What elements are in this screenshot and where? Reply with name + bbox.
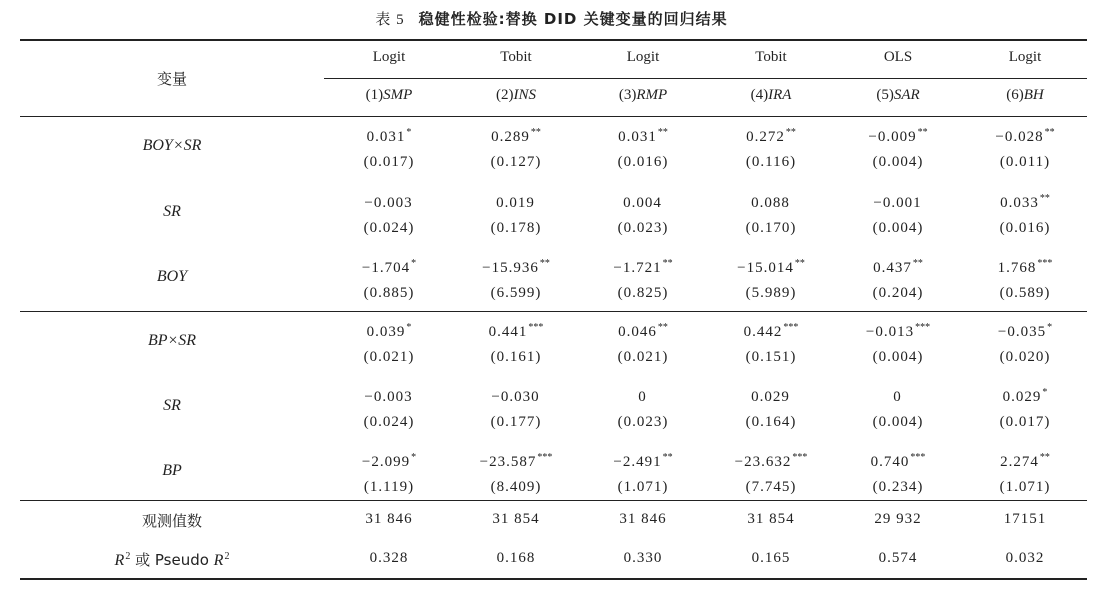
column-header xyxy=(838,87,958,104)
standard-error-cell: (0.177) xyxy=(490,414,542,430)
significance-stars: *** xyxy=(792,452,808,463)
r2-value: 0.330 xyxy=(623,550,663,566)
top-rule xyxy=(20,39,1087,41)
standard-error-cell: (0.825) xyxy=(617,285,669,301)
coefficient-cell xyxy=(456,322,576,341)
obs-value: 31 854 xyxy=(747,511,795,527)
coefficient-value: −0.003 xyxy=(364,389,413,405)
coefficient-value: 2.274 xyxy=(1000,454,1039,470)
significance-stars: *** xyxy=(910,452,926,463)
column-number: (6) xyxy=(1006,87,1024,103)
standard-error-cell: (5.989) xyxy=(745,285,797,301)
model-name: OLS xyxy=(883,49,913,65)
significance-stars: ** xyxy=(662,452,673,463)
standard-error-cell: (0.164) xyxy=(745,414,797,430)
standard-error-cell: (0.004) xyxy=(872,220,924,236)
significance-stars: ** xyxy=(539,258,550,269)
significance-stars: * xyxy=(411,258,417,269)
coefficient-cell xyxy=(965,258,1085,277)
column-name: SMP xyxy=(383,87,413,103)
coefficient-value: 0.039 xyxy=(366,324,406,340)
standard-error-cell: (1.071) xyxy=(617,479,669,495)
coefficient-cell xyxy=(329,127,449,146)
coefficient-cell xyxy=(456,193,576,212)
standard-error-cell: (0.161) xyxy=(490,349,542,365)
table-number: 表 5 xyxy=(375,12,405,28)
significance-stars: *** xyxy=(528,322,544,333)
r2-value: 0.574 xyxy=(878,550,918,566)
column-number: (3) xyxy=(618,87,637,103)
column-name: IRA xyxy=(768,87,792,103)
significance-stars: ** xyxy=(530,127,541,138)
coefficient-cell xyxy=(456,452,576,471)
coefficient-value: −23.632 xyxy=(734,454,792,470)
coefficient-value: −2.099 xyxy=(361,454,411,470)
coefficient-value: −0.013 xyxy=(865,324,915,340)
coefficient-value: 1.768 xyxy=(997,260,1037,276)
summary-rule xyxy=(20,500,1087,501)
significance-stars: * xyxy=(406,322,412,333)
significance-stars: ** xyxy=(1044,127,1055,138)
standard-error-cell: (0.170) xyxy=(745,220,797,236)
column-name: SAR xyxy=(893,87,920,103)
coefficient-cell xyxy=(329,452,449,471)
standard-error-cell: (0.589) xyxy=(999,285,1051,301)
coefficient-cell xyxy=(583,452,703,471)
coefficient-value: −0.009 xyxy=(868,129,917,145)
coefficient-cell xyxy=(838,452,958,471)
coefficient-value: 0.004 xyxy=(623,195,662,211)
coefficient-cell xyxy=(329,258,449,277)
standard-error-cell: (0.004) xyxy=(872,414,924,430)
block-rule xyxy=(20,311,1087,312)
column-number: (1) xyxy=(365,87,384,103)
coefficient-value: 0.031 xyxy=(618,129,657,145)
standard-error-cell: (0.885) xyxy=(363,285,415,301)
coefficient-value: −2.491 xyxy=(613,454,662,470)
variable-label: BP xyxy=(162,462,182,479)
obs-label: 观测值数 xyxy=(141,512,202,530)
column-header xyxy=(583,87,703,104)
coefficient-value: 0.289 xyxy=(491,129,530,145)
standard-error-cell: (0.234) xyxy=(872,479,924,495)
significance-stars: * xyxy=(1042,387,1048,398)
coefficient-value: 0.029 xyxy=(751,389,790,405)
obs-value: 31 854 xyxy=(492,511,540,527)
coefficient-value: −0.035 xyxy=(997,324,1047,340)
coefficient-cell xyxy=(456,127,576,146)
variable-label: SR xyxy=(163,203,181,220)
standard-error-cell: (0.178) xyxy=(490,220,542,236)
obs-value: 17151 xyxy=(1003,511,1047,527)
coefficient-value: 0.046 xyxy=(618,324,657,340)
coefficient-cell xyxy=(838,258,958,277)
coefficient-value: 0.437 xyxy=(873,260,912,276)
r2-label: $R^2$ 或 Pseudo $R^2$ xyxy=(114,550,230,569)
standard-error-cell: (0.151) xyxy=(745,349,797,365)
coefficient-cell xyxy=(838,127,958,146)
coefficient-cell xyxy=(456,258,576,277)
coefficient-value: −15.936 xyxy=(482,260,539,276)
coefficient-cell xyxy=(965,193,1085,212)
significance-stars: ** xyxy=(1039,193,1050,204)
standard-error-cell: (6.599) xyxy=(490,285,542,301)
coefficient-cell xyxy=(965,452,1085,471)
r2-value: 0.165 xyxy=(751,550,791,566)
coefficient-cell xyxy=(583,127,703,146)
standard-error-cell: (0.017) xyxy=(363,154,415,170)
significance-stars: ** xyxy=(794,258,805,269)
coefficient-value: 0.740 xyxy=(870,454,910,470)
standard-error-cell: (0.011) xyxy=(999,154,1051,170)
coefficient-value: −1.721 xyxy=(613,260,662,276)
coefficient-cell xyxy=(965,387,1085,406)
coefficient-cell xyxy=(329,322,449,341)
significance-stars: ** xyxy=(657,127,668,138)
coefficient-cell xyxy=(711,387,831,406)
column-header xyxy=(711,87,831,104)
header-rule xyxy=(20,116,1087,117)
variable-label: BOY×SR xyxy=(142,137,202,154)
model-name: Tobit xyxy=(500,49,532,65)
variable-label: SR xyxy=(163,397,181,414)
coefficient-value: 0.272 xyxy=(746,129,785,145)
coefficient-cell xyxy=(838,387,958,406)
standard-error-cell: (0.021) xyxy=(617,349,669,365)
column-header xyxy=(329,87,449,104)
coefficient-value: −0.028 xyxy=(995,129,1044,145)
standard-error-cell: (0.116) xyxy=(745,154,797,170)
bottom-rule xyxy=(20,578,1087,580)
standard-error-cell: (0.021) xyxy=(363,349,415,365)
standard-error-cell: (0.023) xyxy=(617,220,669,236)
variable-label: BOY xyxy=(156,268,188,285)
column-number: (5) xyxy=(876,87,894,103)
coefficient-cell xyxy=(583,193,703,212)
significance-stars: *** xyxy=(1037,258,1053,269)
standard-error-cell: (8.409) xyxy=(490,479,542,495)
coefficient-value: 0.088 xyxy=(751,195,790,211)
column-header xyxy=(965,87,1085,104)
standard-error-cell: (0.016) xyxy=(999,220,1051,236)
significance-stars: ** xyxy=(917,127,928,138)
standard-error-cell: (0.020) xyxy=(999,349,1051,365)
significance-stars: ** xyxy=(785,127,796,138)
coefficient-cell xyxy=(711,452,831,471)
coefficient-cell xyxy=(329,193,449,212)
column-header xyxy=(456,87,576,104)
coefficient-cell xyxy=(711,322,831,341)
standard-error-cell: (0.127) xyxy=(490,154,542,170)
significance-stars: *** xyxy=(783,322,799,333)
standard-error-cell: (0.004) xyxy=(872,154,924,170)
coefficient-cell xyxy=(329,387,449,406)
coefficient-cell xyxy=(965,127,1085,146)
coefficient-cell xyxy=(711,258,831,277)
standard-error-cell: (7.745) xyxy=(745,479,797,495)
model-name: Logit xyxy=(372,49,406,65)
significance-stars: ** xyxy=(657,322,668,333)
coefficient-value: −0.001 xyxy=(873,195,922,211)
significance-stars: *** xyxy=(537,452,553,463)
column-number: (4) xyxy=(750,87,769,103)
significance-stars: ** xyxy=(662,258,673,269)
significance-stars: ** xyxy=(912,258,923,269)
standard-error-cell: (0.024) xyxy=(363,414,415,430)
coefficient-cell xyxy=(583,322,703,341)
coefficient-value: 0.031 xyxy=(366,129,406,145)
coefficient-value: 0.029 xyxy=(1002,389,1042,405)
coefficient-value: 0.442 xyxy=(743,324,783,340)
significance-stars: * xyxy=(1047,322,1053,333)
coefficient-cell xyxy=(711,193,831,212)
coefficient-value: 0 xyxy=(638,389,647,405)
standard-error-cell: (1.071) xyxy=(999,479,1051,495)
significance-stars: * xyxy=(406,127,412,138)
column-name: RMP xyxy=(636,87,668,103)
obs-value: 31 846 xyxy=(365,511,413,527)
standard-error-cell: (0.204) xyxy=(872,285,924,301)
model-name: Logit xyxy=(626,49,660,65)
coefficient-value: −1.704 xyxy=(361,260,411,276)
coefficient-value: −15.014 xyxy=(737,260,794,276)
standard-error-cell: (0.017) xyxy=(999,414,1051,430)
r2-value: 0.328 xyxy=(369,550,409,566)
column-name: INS xyxy=(513,87,536,103)
table-caption: 稳健性检验:替换 DID 关键变量的回归结果 xyxy=(418,10,728,28)
coefficient-value: −0.003 xyxy=(364,195,413,211)
coefficient-cell xyxy=(711,127,831,146)
model-name: Tobit xyxy=(755,49,787,65)
standard-error-cell: (0.016) xyxy=(617,154,669,170)
column-name: BH xyxy=(1023,87,1044,103)
obs-value: 31 846 xyxy=(619,511,667,527)
r2-value: 0.168 xyxy=(496,550,536,566)
variable-label: BP×SR xyxy=(147,332,197,349)
coefficient-cell xyxy=(583,387,703,406)
variable-header: 变量 xyxy=(156,70,187,88)
significance-stars: * xyxy=(411,452,417,463)
coefficient-cell xyxy=(838,322,958,341)
standard-error-cell: (0.023) xyxy=(617,414,669,430)
coefficient-value: −0.030 xyxy=(491,389,540,405)
r2-value: 0.032 xyxy=(1005,550,1045,566)
coefficient-value: 0.033 xyxy=(1000,195,1039,211)
coefficient-value: 0 xyxy=(893,389,902,405)
standard-error-cell: (0.024) xyxy=(363,220,415,236)
coefficient-value: −23.587 xyxy=(479,454,537,470)
obs-value: 29 932 xyxy=(874,511,922,527)
column-number: (2) xyxy=(496,87,514,103)
standard-error-cell: (0.004) xyxy=(872,349,924,365)
significance-stars: *** xyxy=(915,322,931,333)
significance-stars: ** xyxy=(1039,452,1050,463)
coefficient-cell xyxy=(583,258,703,277)
standard-error-cell: (1.119) xyxy=(363,479,415,495)
coefficient-cell xyxy=(838,193,958,212)
coefficient-value: 0.019 xyxy=(496,195,535,211)
table-title xyxy=(0,8,1103,29)
coefficient-cell xyxy=(965,322,1085,341)
coefficient-cell xyxy=(456,387,576,406)
coefficient-value: 0.441 xyxy=(488,324,528,340)
model-name: Logit xyxy=(1008,49,1042,65)
model-rule xyxy=(324,78,1087,79)
